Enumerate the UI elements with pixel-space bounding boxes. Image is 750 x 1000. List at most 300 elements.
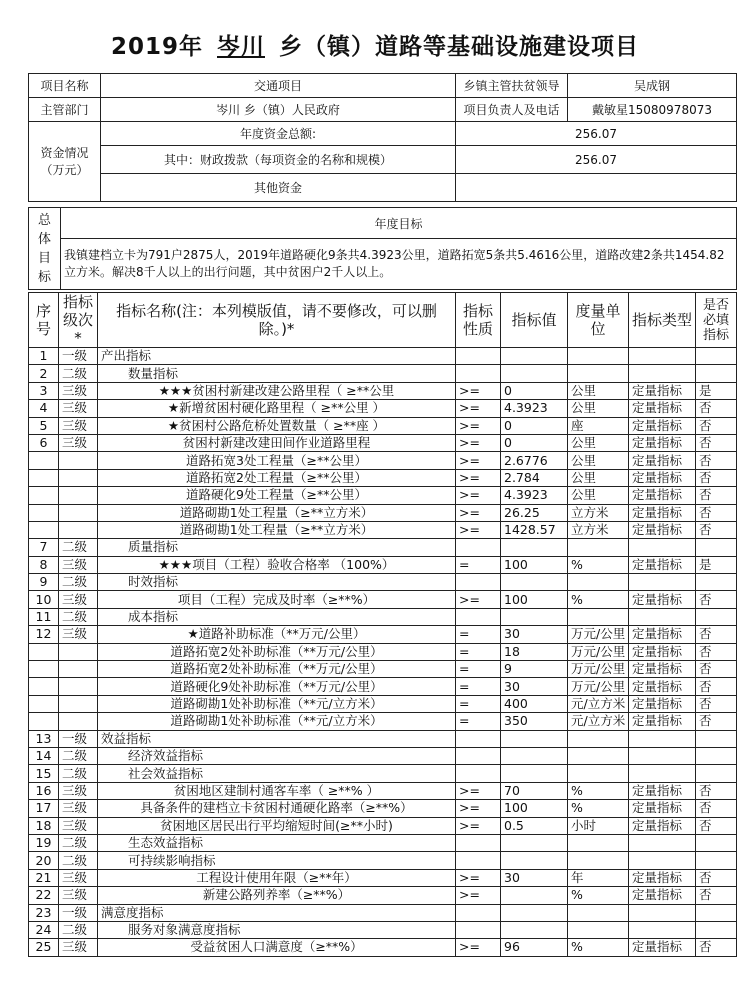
cell-value (501, 574, 568, 591)
cell-seq: 8 (29, 556, 59, 573)
cell-value (501, 765, 568, 782)
cell-required: 否 (696, 800, 737, 817)
cell-type: 定量指标 (629, 643, 696, 660)
cell-unit (568, 852, 629, 869)
fiscal-label: 其中：财政拨款（每项资金的名称和规模） (101, 146, 456, 174)
cell-nature: >= (456, 591, 501, 608)
cell-level (59, 521, 98, 538)
cell-level: 二级 (59, 747, 98, 764)
cell-required: 否 (696, 487, 737, 504)
cell-seq: 12 (29, 626, 59, 643)
cell-level (59, 678, 98, 695)
table-row (29, 921, 737, 938)
cell-name: 成本指标 (98, 608, 456, 625)
cell-value: 26.25 (501, 504, 568, 521)
cell-level: 一级 (59, 730, 98, 747)
cell-required: 否 (696, 713, 737, 730)
cell-unit (568, 539, 629, 556)
cell-seq (29, 643, 59, 660)
header-value: 指标值 (501, 293, 568, 348)
cell-nature: >= (456, 800, 501, 817)
cell-seq: 22 (29, 887, 59, 904)
cell-nature: >= (456, 382, 501, 399)
dept-label: 主管部门 (29, 98, 101, 122)
cell-level: 三级 (59, 939, 98, 956)
cell-seq: 19 (29, 834, 59, 851)
cell-unit: 立方米 (568, 521, 629, 538)
leader: 吴成钢 (568, 74, 737, 98)
cell-unit: % (568, 800, 629, 817)
cell-type: 定量指标 (629, 713, 696, 730)
header-row (29, 293, 737, 348)
cell-seq: 3 (29, 382, 59, 399)
cell-level: 二级 (59, 765, 98, 782)
cell-unit: 元/立方米 (568, 713, 629, 730)
cell-level: 三级 (59, 417, 98, 434)
cell-name: 生态效益指标 (98, 834, 456, 851)
cell-required (696, 747, 737, 764)
table-row (29, 608, 737, 625)
cell-seq: 1 (29, 348, 59, 365)
table-row (29, 348, 737, 365)
cell-seq: 21 (29, 869, 59, 886)
cell-name: 道路硬化9处工程量（≥**公里） (98, 487, 456, 504)
cell-required: 否 (696, 434, 737, 451)
cell-nature (456, 365, 501, 382)
cell-value: 0.5 (501, 817, 568, 834)
header-unit: 度量单位 (568, 293, 629, 348)
cell-name: 经济效益指标 (98, 747, 456, 764)
cell-unit (568, 348, 629, 365)
title-suffix: 乡（镇）道路等基础设施建设项目 (279, 34, 639, 60)
cell-type: 定量指标 (629, 417, 696, 434)
cell-value (501, 608, 568, 625)
cell-type: 定量指标 (629, 817, 696, 834)
cell-seq (29, 452, 59, 469)
cell-nature: >= (456, 469, 501, 486)
cell-nature: >= (456, 452, 501, 469)
cell-required: 否 (696, 521, 737, 538)
cell-type: 定量指标 (629, 452, 696, 469)
cell-required (696, 852, 737, 869)
table-row (29, 713, 737, 730)
cell-level: 三级 (59, 817, 98, 834)
cell-nature (456, 852, 501, 869)
cell-type (629, 730, 696, 747)
cell-nature (456, 348, 501, 365)
cell-unit (568, 730, 629, 747)
cell-name: 道路砌勘1处工程量（≥**立方米） (98, 521, 456, 538)
cell-value: 4.3923 (501, 487, 568, 504)
cell-required (696, 365, 737, 382)
cell-value (501, 348, 568, 365)
document-title (0, 28, 750, 61)
cell-level (59, 713, 98, 730)
cell-required: 否 (696, 469, 737, 486)
cell-name: 道路砌勘1处补助标准（**元/立方米） (98, 695, 456, 712)
cell-unit: 公里 (568, 452, 629, 469)
cell-level (59, 661, 98, 678)
cell-type (629, 365, 696, 382)
cell-name: 贫困地区居民出行平均缩短时间(≥**小时) (98, 817, 456, 834)
header-required: 是否必填指标 (696, 293, 737, 348)
cell-required (696, 904, 737, 921)
cell-nature: = (456, 661, 501, 678)
cell-name: 新建公路列养率（≥**%） (98, 887, 456, 904)
cell-value: 0 (501, 417, 568, 434)
cell-level: 三级 (59, 869, 98, 886)
cell-level (59, 469, 98, 486)
cell-seq: 23 (29, 904, 59, 921)
table-row (29, 521, 737, 538)
cell-seq (29, 521, 59, 538)
cell-type (629, 904, 696, 921)
table-row (29, 730, 737, 747)
cell-level: 二级 (59, 834, 98, 851)
cell-seq: 10 (29, 591, 59, 608)
cell-nature: = (456, 643, 501, 660)
header-nature: 指标性质 (456, 293, 501, 348)
cell-seq (29, 469, 59, 486)
cell-name: ★★★项目（工程）验收合格率 （100%） (98, 556, 456, 573)
cell-required: 否 (696, 504, 737, 521)
cell-name: 道路拓宽3处工程量（≥**公里） (98, 452, 456, 469)
cell-level: 一级 (59, 348, 98, 365)
cell-required: 否 (696, 939, 737, 956)
goal-header: 年度目标 (61, 208, 737, 239)
cell-name: 道路拓宽2处补助标准（**万元/公里） (98, 661, 456, 678)
owner: 戴敏星15080978073 (568, 98, 737, 122)
cell-type: 定量指标 (629, 626, 696, 643)
table-row (29, 382, 737, 399)
cell-unit: 万元/公里 (568, 661, 629, 678)
cell-seq (29, 661, 59, 678)
cell-value: 400 (501, 695, 568, 712)
cell-type: 定量指标 (629, 800, 696, 817)
cell-required (696, 834, 737, 851)
project-info-table (28, 73, 737, 202)
cell-required (696, 608, 737, 625)
cell-nature (456, 765, 501, 782)
cell-nature (456, 539, 501, 556)
cell-level: 三级 (59, 591, 98, 608)
cell-nature (456, 747, 501, 764)
table-row (29, 817, 737, 834)
cell-unit: % (568, 591, 629, 608)
cell-name: 可持续影响指标 (98, 852, 456, 869)
cell-seq: 25 (29, 939, 59, 956)
header-type: 指标类型 (629, 293, 696, 348)
cell-name: ★新增贫困村硬化路里程（ ≥**公里 ） (98, 400, 456, 417)
cell-name: ★★★贫困村新建改建公路里程（ ≥**公里 (98, 382, 456, 399)
cell-level: 二级 (59, 574, 98, 591)
cell-nature (456, 921, 501, 938)
cell-seq: 7 (29, 539, 59, 556)
cell-name: 道路拓宽2处工程量（≥**公里） (98, 469, 456, 486)
cell-value (501, 730, 568, 747)
table-row (29, 469, 737, 486)
cell-value: 18 (501, 643, 568, 660)
cell-name: 社会效益指标 (98, 765, 456, 782)
cell-name: 服务对象满意度指标 (98, 921, 456, 938)
cell-seq (29, 713, 59, 730)
cell-name: 产出指标 (98, 348, 456, 365)
cell-value: 30 (501, 678, 568, 695)
cell-nature: = (456, 678, 501, 695)
table-row (29, 556, 737, 573)
cell-seq: 9 (29, 574, 59, 591)
cell-name: 道路砌勘1处补助标准（**元/立方米） (98, 713, 456, 730)
table-row (29, 365, 737, 382)
cell-value: 0 (501, 382, 568, 399)
cell-value: 100 (501, 556, 568, 573)
cell-type: 定量指标 (629, 400, 696, 417)
cell-level: 二级 (59, 921, 98, 938)
cell-nature: = (456, 626, 501, 643)
cell-type: 定量指标 (629, 939, 696, 956)
cell-value (501, 747, 568, 764)
cell-unit (568, 765, 629, 782)
table-row (29, 765, 737, 782)
cell-nature: >= (456, 887, 501, 904)
cell-required: 否 (696, 661, 737, 678)
cell-value (501, 887, 568, 904)
cell-unit: 万元/公里 (568, 626, 629, 643)
cell-name: 具备条件的建档立卡贫困村通硬化路率（≥**%） (98, 800, 456, 817)
fiscal-value: 256.07 (456, 146, 737, 174)
cell-name: 项目（工程）完成及时率（≥**%） (98, 591, 456, 608)
cell-required: 否 (696, 591, 737, 608)
cell-level (59, 695, 98, 712)
cell-nature (456, 574, 501, 591)
cell-value (501, 852, 568, 869)
cell-nature: >= (456, 939, 501, 956)
cell-type (629, 765, 696, 782)
cell-level: 三级 (59, 800, 98, 817)
cell-type: 定量指标 (629, 504, 696, 521)
cell-seq (29, 487, 59, 504)
cell-unit (568, 747, 629, 764)
cell-name: 满意度指标 (98, 904, 456, 921)
cell-name: 道路硬化9处补助标准（**万元/公里） (98, 678, 456, 695)
cell-value (501, 834, 568, 851)
cell-seq: 18 (29, 817, 59, 834)
cell-value: 4.3923 (501, 400, 568, 417)
cell-type: 定量指标 (629, 869, 696, 886)
table-row (29, 487, 737, 504)
table-row (29, 626, 737, 643)
cell-seq: 13 (29, 730, 59, 747)
cell-type (629, 852, 696, 869)
cell-unit: 座 (568, 417, 629, 434)
other-label: 其他资金 (101, 174, 456, 202)
header-name: 指标名称(注：本列模版值，请不要修改，可以删除。)* (98, 293, 456, 348)
cell-type (629, 539, 696, 556)
cell-type: 定量指标 (629, 661, 696, 678)
cell-required: 否 (696, 869, 737, 886)
cell-value: 2.6776 (501, 452, 568, 469)
cell-required: 否 (696, 817, 737, 834)
cell-nature: >= (456, 504, 501, 521)
cell-unit (568, 834, 629, 851)
cell-type (629, 921, 696, 938)
cell-required (696, 921, 737, 938)
goal-label: 总体目标 (29, 208, 61, 290)
cell-unit: 万元/公里 (568, 643, 629, 660)
table-row (29, 504, 737, 521)
cell-level: 三级 (59, 887, 98, 904)
cell-type (629, 574, 696, 591)
cell-type: 定量指标 (629, 469, 696, 486)
cell-required: 否 (696, 887, 737, 904)
cell-required (696, 730, 737, 747)
header-level: 指标级次* (59, 293, 98, 348)
cell-value: 2.784 (501, 469, 568, 486)
cell-value: 100 (501, 591, 568, 608)
cell-name: 数量指标 (98, 365, 456, 382)
table-row (29, 539, 737, 556)
cell-nature: >= (456, 521, 501, 538)
title-township: 岑川 (217, 34, 265, 60)
funds-label: 资金情况（万元） (29, 122, 101, 202)
cell-name: 受益贫困人口满意度（≥**%） (98, 939, 456, 956)
cell-required (696, 574, 737, 591)
cell-unit (568, 608, 629, 625)
cell-unit: % (568, 939, 629, 956)
cell-level: 二级 (59, 608, 98, 625)
cell-level (59, 643, 98, 660)
cell-type: 定量指标 (629, 887, 696, 904)
cell-type: 定量指标 (629, 782, 696, 799)
cell-unit (568, 574, 629, 591)
cell-required: 否 (696, 452, 737, 469)
cell-value (501, 365, 568, 382)
overall-goal-table (28, 207, 737, 290)
table-row (29, 400, 737, 417)
cell-name: ★道路补助标准（**万元/公里） (98, 626, 456, 643)
cell-unit: 年 (568, 869, 629, 886)
cell-level (59, 452, 98, 469)
cell-level: 二级 (59, 539, 98, 556)
cell-type: 定量指标 (629, 591, 696, 608)
cell-value: 30 (501, 869, 568, 886)
other-value (456, 174, 737, 202)
table-row (29, 904, 737, 921)
cell-type (629, 747, 696, 764)
cell-value: 100 (501, 800, 568, 817)
cell-required: 是 (696, 556, 737, 573)
table-row (29, 574, 737, 591)
cell-value: 9 (501, 661, 568, 678)
table-row (29, 852, 737, 869)
cell-type: 定量指标 (629, 487, 696, 504)
cell-seq (29, 504, 59, 521)
table-row (29, 782, 737, 799)
cell-required: 否 (696, 400, 737, 417)
cell-nature: >= (456, 487, 501, 504)
cell-unit: 立方米 (568, 504, 629, 521)
owner-label: 项目负责人及电话 (456, 98, 568, 122)
cell-level: 三级 (59, 782, 98, 799)
cell-type: 定量指标 (629, 521, 696, 538)
table-row (29, 869, 737, 886)
cell-seq: 11 (29, 608, 59, 625)
cell-unit: % (568, 782, 629, 799)
leader-label: 乡镇主管扶贫领导 (456, 74, 568, 98)
cell-level: 二级 (59, 852, 98, 869)
project-name-label: 项目名称 (29, 74, 101, 98)
cell-nature: >= (456, 869, 501, 886)
table-row (29, 661, 737, 678)
table-row (29, 417, 737, 434)
goal-text: 我镇建档立卡为791户2875人，2019年道路硬化9条共4.3923公里，道路拓宽5条共5.4616公里，道路改建2条共1454.82立方米。解决8千人以上的出行问题，其中贫困户2千人以上。 (61, 239, 737, 290)
cell-type (629, 608, 696, 625)
cell-seq (29, 678, 59, 695)
cell-name: 贫困地区建制村通客车率（ ≥**% ） (98, 782, 456, 799)
cell-unit: 公里 (568, 382, 629, 399)
cell-type (629, 348, 696, 365)
cell-name: 效益指标 (98, 730, 456, 747)
cell-nature: >= (456, 400, 501, 417)
cell-seq: 6 (29, 434, 59, 451)
cell-level: 三级 (59, 400, 98, 417)
cell-required: 否 (696, 678, 737, 695)
cell-level: 三级 (59, 434, 98, 451)
cell-required: 否 (696, 643, 737, 660)
cell-value (501, 904, 568, 921)
cell-nature (456, 834, 501, 851)
cell-nature (456, 730, 501, 747)
cell-seq: 14 (29, 747, 59, 764)
cell-name: 贫困村新建改建田间作业道路里程 (98, 434, 456, 451)
cell-seq: 20 (29, 852, 59, 869)
cell-nature: = (456, 556, 501, 573)
cell-name: ★贫困村公路危桥处置数量（ ≥**座 ） (98, 417, 456, 434)
cell-name: 时效指标 (98, 574, 456, 591)
cell-required (696, 539, 737, 556)
cell-value: 96 (501, 939, 568, 956)
table-row (29, 800, 737, 817)
total-value: 256.07 (456, 122, 737, 146)
table-row (29, 887, 737, 904)
table-row (29, 678, 737, 695)
cell-level: 一级 (59, 904, 98, 921)
cell-name: 道路砌勘1处工程量（≥**立方米） (98, 504, 456, 521)
cell-nature: = (456, 713, 501, 730)
cell-level (59, 504, 98, 521)
table-row (29, 452, 737, 469)
cell-value (501, 539, 568, 556)
cell-required (696, 765, 737, 782)
cell-name: 质量指标 (98, 539, 456, 556)
cell-unit: 元/立方米 (568, 695, 629, 712)
cell-required: 否 (696, 695, 737, 712)
cell-level: 三级 (59, 626, 98, 643)
cell-unit: 公里 (568, 487, 629, 504)
cell-nature: >= (456, 417, 501, 434)
cell-unit (568, 365, 629, 382)
cell-value: 0 (501, 434, 568, 451)
dept: 岑川 乡（镇）人民政府 (101, 98, 456, 122)
cell-level (59, 487, 98, 504)
cell-required: 否 (696, 417, 737, 434)
cell-value: 350 (501, 713, 568, 730)
cell-nature: >= (456, 434, 501, 451)
cell-name: 工程设计使用年限（≥**年） (98, 869, 456, 886)
cell-value: 1428.57 (501, 521, 568, 538)
cell-type: 定量指标 (629, 556, 696, 573)
indicator-table (28, 292, 737, 957)
